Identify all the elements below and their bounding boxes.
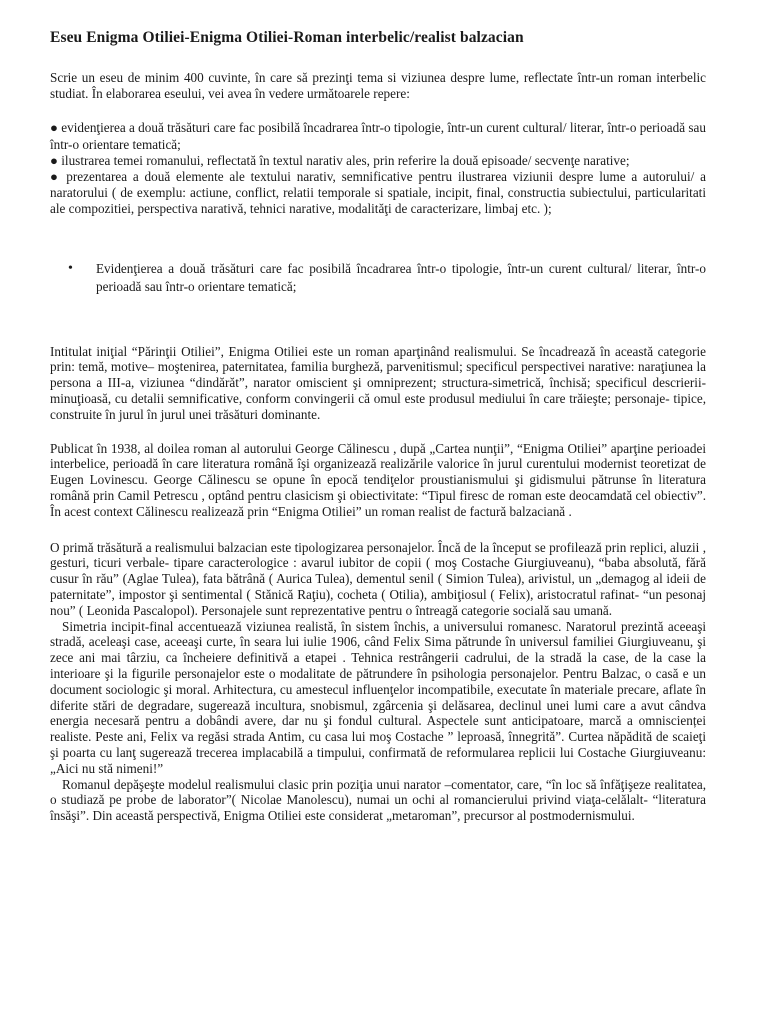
essay-prompt: Scrie un eseu de minim 400 cuvinte, în care să prezinţi tema si viziunea despre lume, reflectate într-un roman interbelic studiat. În elaborarea eseului, vei avea în vedere următoarele repere: xyxy=(50,70,706,102)
paragraph: Intitulat iniţial “Părinţii Otiliei”, Enigma Otiliei este un roman aparţinând realismului. Se încadrează în această categorie prin: temă, motive– moştenirea, paternitatea, familia burgheză, parvenitismul; specificul perspectivei narative: naraţiunea la persona a III-a, viziunea “dindărăt”, narator omiscient şi omniprezent; structura-simetrică, închisă; specificul descrierii-minuţioasă, cu detalii semnificative, conform convingerii că omul este produsul mediului în care trăieşte; personaje- tipice, construite în jurul în jurul unei trăsături dominante. xyxy=(50,343,706,422)
requirement-item: ● evidenţierea a două trăsături care fac posibilă încadrarea într-o tipologie, într-un curent cultural/ literar, într-o perioadă sau într-o orientare tematică; xyxy=(50,120,706,152)
bullet-icon: • xyxy=(68,260,73,276)
requirements-list xyxy=(50,120,706,217)
paragraph-block xyxy=(50,344,706,423)
subheading: Evidenţierea a două trăsături care fac posibilă încadrarea într-o tipologie, într-un curent cultural/ literar, într-o perioadă sau într-o orientare tematică; xyxy=(96,260,706,294)
requirement-item: ● ilustrarea temei romanului, reflectată în textul narativ ales, prin referire la două episoade/ secvenţe narative; xyxy=(50,152,630,168)
paragraph-block xyxy=(50,540,706,824)
document-page xyxy=(50,28,706,824)
paragraph-block xyxy=(50,441,706,520)
paragraph: O primă trăsătură a realismului balzacian este tipologizarea personajelor. Încă de la început se profilează prin replici, aluzii , gesturi, ticuri verbale- tipare caracterologice : avarul iubitor de copii ( moş Costache Giurgiuveanu), “baba absolută, fără cusur în rău” (Aglae Tulea), fata bătrână ( Aurica Tulea), dementul senil ( Simion Tulea), arivistul, un „demagog al ideii de paternitate”, impostor şi sentimental ( Stănică Raţiu), cocheta ( Otilia), ambiţiosul ( Felix), aristocratul rafinat- “un pesonaj nou” ( Leonida Pascalopol). Personajele sunt reprezentative pentru o întreagă categorie socială sau umană. xyxy=(50,539,706,618)
subheading-block xyxy=(50,260,706,296)
paragraph: Simetria incipit-final accentuează viziunea realistă, în sistem închis, a universului romanesc. Naratorul prezintă aceeaşi stradă, aceleaşi case, aceeaşi curte, în seara lui iulie 1906, când Felix Sima pătrunde în universul familiei Giurgiuveanu, şi zece ani mai târziu, ca încheiere definitivă a etapei . Tehnica restrângerii cadrului, de la stradă la case, de la case la interioare şi la figurile personajelor este o modalitate de pătrundere în psihologia personajelor. Pentru Balzac, o casă e un document sociologic şi moral. Arhitectura, cu amestecul influenţelor incompatibile, executate în materiale precare, aflate în diferite stări de degradare, sugerează incultura, snobismul, zgârcenia şi delăsarea, declinul unei lumi care a avut cândva energia necesară pentru a dobândi avere, dar nu şi fondul cultural. Aspectele sunt anticipatoare, marcă a omnisciențeі realiste. Peste ani, Felix va regăsi strada Antim, cu casa lui moş Costache ” leproasă, înnegrită”. Curtea năpădită de scaieţi şi poarta cu lanţ sugerează trecerea implacabilă a timpului, confirmată de reformularea replicii lui Costache Giurgiuveanu: „Aici nu stă nimeni!” xyxy=(50,618,706,776)
requirement-item: ● prezentarea a două elemente ale textului narativ, semnificative pentru ilustrarea viziunii despre lume a autorului/ a naratorului ( de exemplu: actiune, conflict, relatii temporale si spatiale, incipit, final, constructia subiectului, particularitati ale compozitiei, perspectiva narativă, tehnici narative, modalităţi de caracterizare, limbaj etc. ); xyxy=(50,169,706,217)
paragraph: Publicat în 1938, al doilea roman al autorului George Călinescu , după „Cartea nunţii”, “Enigma Otiliei” aparţine perioadei interbelice, perioadă în care literatura română îşi organizează realizările valorice în jurul curentului modernist teoretizat de Eugen Lovinescu. George Călinescu se opune în epocă tendiţelor proustianismului şi gidismului pătrunse în literatura română prin Camil Petrescu , optând pentru clasicism şi obiectivitate: “Tipul firesc de roman este deocamdată cel obiectiv”. În acest context Călinescu realizează prin “Enigma Otiliei” un roman realist de factură balzaciană . xyxy=(50,440,706,519)
document-title: Eseu Enigma Otiliei-Enigma Otiliei-Roman interbelic/realist balzacian xyxy=(50,29,524,46)
paragraph: Romanul depăşeşte modelul realismului clasic prin poziţia unui narator –comentator, care, “în loc să înfăţişeze realitatea, o studiază pe probe de laborator”( Nicolae Manolescu), numai un ochi al romancierului privind viaţa-celălalt- “literatura însăşi”. Din această perspectivă, Enigma Otiliei este considerat „metaroman”, precursor al postmodernismului. xyxy=(50,776,706,824)
